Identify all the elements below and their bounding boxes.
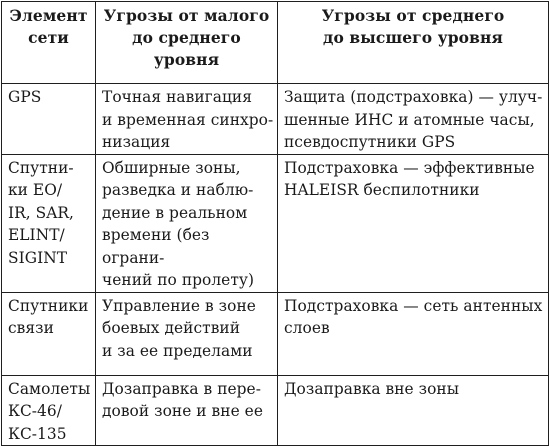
cell-element: GPS: [2, 84, 96, 155]
cell-low-medium: Точная навигация и временная синхро- низация: [96, 84, 278, 155]
header-medium-to-high-threats: Угрозы от среднего до высшего уровня: [278, 2, 549, 84]
table-row: [2, 84, 549, 155]
cell-low-medium: Дозаправка в пере- довой зоне и вне ее: [96, 375, 278, 446]
cell-medium-high: Подстраховка — эффективные HALEISR беспилотники: [278, 154, 549, 292]
table-row: [2, 292, 549, 375]
cell-element: Спутники связи: [2, 292, 96, 375]
table-row: [2, 375, 549, 446]
threats-table: [1, 1, 549, 446]
cell-element: Самолеты КС-46/ КС-135: [2, 375, 96, 446]
cell-medium-high: Подстраховка — сеть антенных слоев: [278, 292, 549, 375]
header-low-to-medium-threats: Угрозы от малого до среднего уровня: [96, 2, 278, 84]
cell-element: Спутни- ки EO/ IR, SAR, ELINT/ SIGINT: [2, 154, 96, 292]
table-header-row: [2, 2, 549, 84]
cell-low-medium: Обширные зоны, разведка и наблю- дение в реальном времени (без ограни- чений по пролету): [96, 154, 278, 292]
table-row: [2, 154, 549, 292]
header-network-element: Элемент сети: [2, 2, 96, 84]
cell-low-medium: Управление в зоне боевых действий и за ее пределами: [96, 292, 278, 375]
cell-medium-high: Защита (подстраховка) — улуч- шенные ИНС и атомные часы, псевдоспутники GPS: [278, 84, 549, 155]
cell-medium-high: Дозаправка вне зоны: [278, 375, 549, 446]
